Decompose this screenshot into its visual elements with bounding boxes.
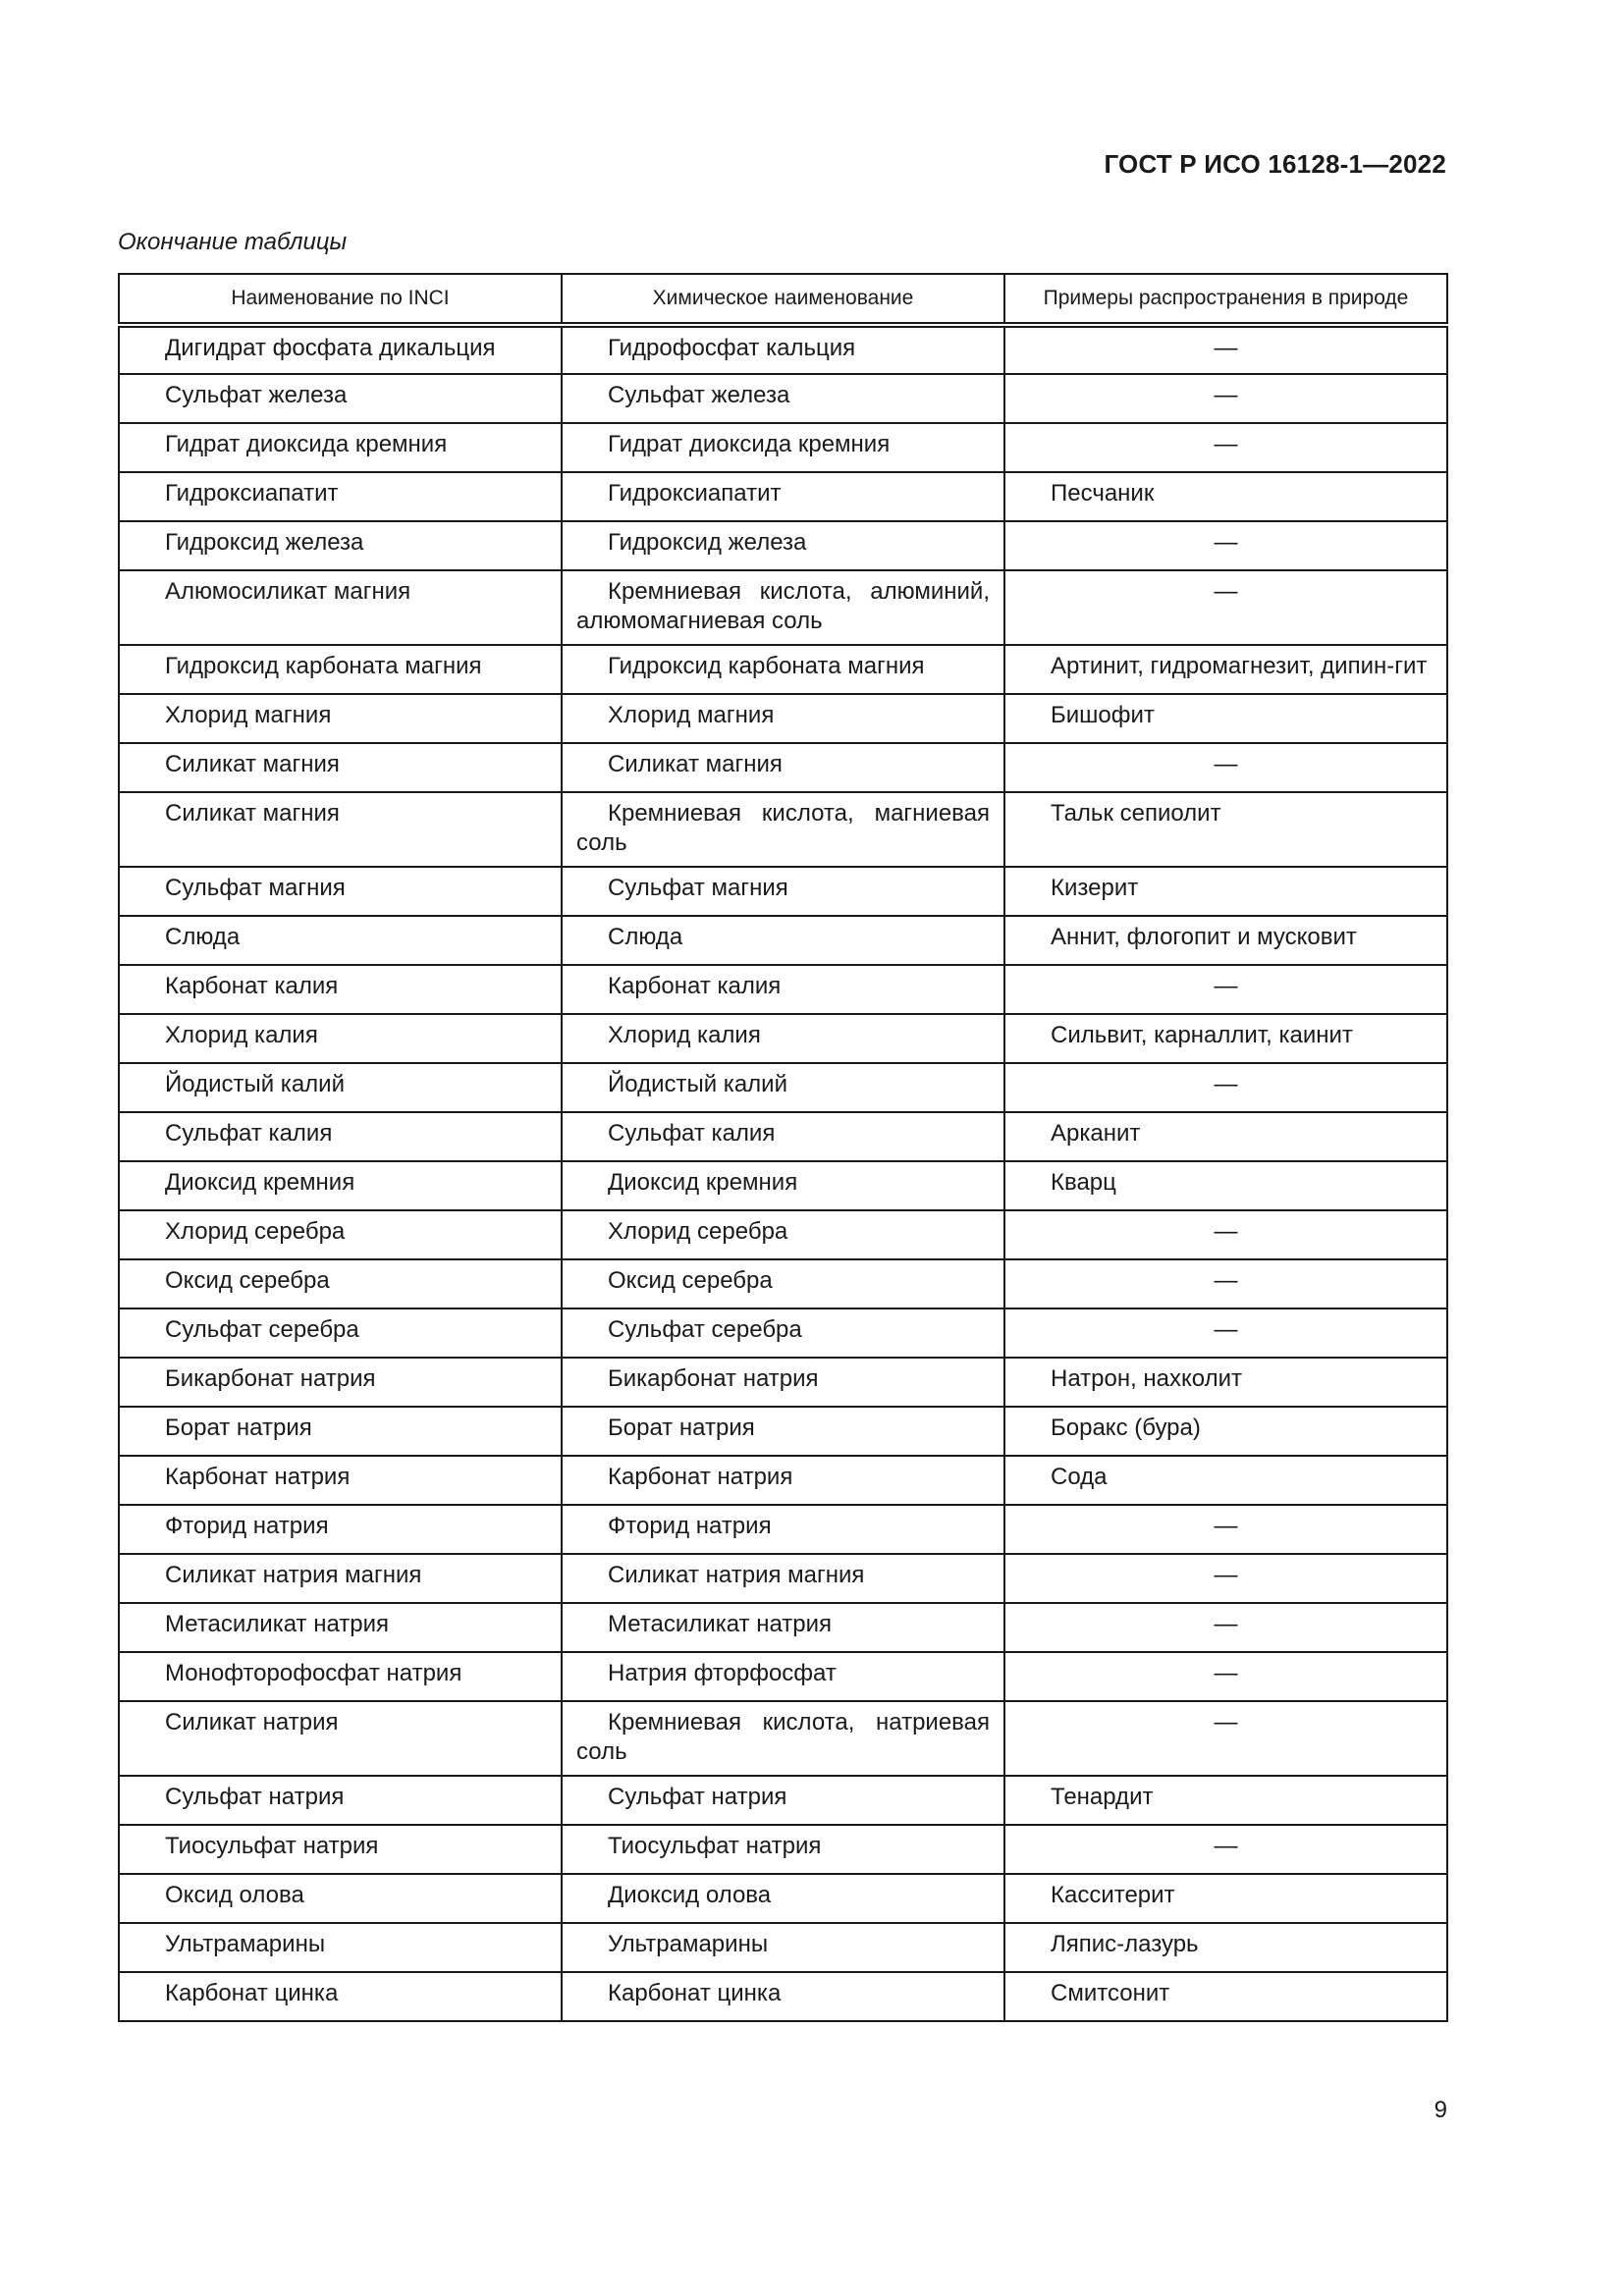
cell-inci-name: Хлорид калия: [119, 1014, 562, 1063]
cell-inci-name: Метасиликат натрия: [119, 1603, 562, 1652]
cell-inci-name: Гидроксид железа: [119, 521, 562, 570]
cell-inci-name: Сульфат железа: [119, 374, 562, 423]
cell-natural-examples: —: [1004, 1603, 1447, 1652]
table-row: [119, 743, 1447, 792]
cell-inci-name: Сульфат магния: [119, 867, 562, 916]
cell-inci-name: Силикат натрия магния: [119, 1554, 562, 1603]
table-row: [119, 1776, 1447, 1825]
cell-chemical-name: Диоксид олова: [562, 1874, 1004, 1923]
table-row: [119, 1603, 1447, 1652]
table-body: [119, 325, 1447, 2021]
table-row: [119, 1972, 1447, 2021]
cell-natural-examples: Песчаник: [1004, 472, 1447, 521]
cell-inci-name: Гидроксид карбоната магния: [119, 645, 562, 694]
cell-natural-examples: —: [1004, 374, 1447, 423]
table-row: [119, 1063, 1447, 1112]
cell-natural-examples: Сильвит, карналлит, каинит: [1004, 1014, 1447, 1063]
cell-chemical-name: Хлорид калия: [562, 1014, 1004, 1063]
table-row: [119, 1505, 1447, 1554]
cell-natural-examples: —: [1004, 1554, 1447, 1603]
cell-natural-examples: Кварц: [1004, 1161, 1447, 1210]
cell-natural-examples: Тальк сепиолит: [1004, 792, 1447, 867]
table-row: [119, 1259, 1447, 1308]
table-header-row: [119, 274, 1447, 325]
cell-natural-examples: —: [1004, 1825, 1447, 1874]
cell-natural-examples: —: [1004, 965, 1447, 1014]
cell-inci-name: Хлорид серебра: [119, 1210, 562, 1259]
table-row: [119, 645, 1447, 694]
cell-natural-examples: Касситерит: [1004, 1874, 1447, 1923]
table-row: [119, 423, 1447, 472]
cell-natural-examples: —: [1004, 423, 1447, 472]
cell-natural-examples: Ляпис-лазурь: [1004, 1923, 1447, 1972]
cell-chemical-name: Гидроксид железа: [562, 521, 1004, 570]
cell-chemical-name: Натрия фторфосфат: [562, 1652, 1004, 1701]
document-code: ГОСТ Р ИСО 16128-1—2022: [1104, 149, 1446, 179]
cell-natural-examples: —: [1004, 1259, 1447, 1308]
cell-chemical-name: Силикат натрия магния: [562, 1554, 1004, 1603]
cell-inci-name: Карбонат калия: [119, 965, 562, 1014]
cell-natural-examples: Арканит: [1004, 1112, 1447, 1161]
cell-chemical-name: Гидроксид карбоната магния: [562, 645, 1004, 694]
page-number: 9: [1434, 2097, 1447, 2123]
cell-chemical-name: Хлорид серебра: [562, 1210, 1004, 1259]
table-row: [119, 1923, 1447, 1972]
cell-inci-name: Дигидрат фосфата дикальция: [119, 325, 562, 374]
cell-chemical-name: Ультрамарины: [562, 1923, 1004, 1972]
cell-natural-examples: —: [1004, 1701, 1447, 1776]
cell-inci-name: Тиосульфат натрия: [119, 1825, 562, 1874]
cell-chemical-name: Кремниевая кислота, алюминий, алюмомагниевая соль: [562, 570, 1004, 645]
table-row: [119, 472, 1447, 521]
table-row: [119, 521, 1447, 570]
cell-inci-name: Силикат магния: [119, 792, 562, 867]
table-row: [119, 1554, 1447, 1603]
cell-natural-examples: —: [1004, 1210, 1447, 1259]
table-row: [119, 916, 1447, 965]
cell-chemical-name: Карбонат натрия: [562, 1456, 1004, 1505]
table-row: [119, 792, 1447, 867]
table-caption: Окончание таблицы: [118, 229, 348, 255]
cell-inci-name: Гидроксиапатит: [119, 472, 562, 521]
table-row: [119, 867, 1447, 916]
cell-natural-examples: Кизерит: [1004, 867, 1447, 916]
cell-inci-name: Силикат натрия: [119, 1701, 562, 1776]
cell-inci-name: Диоксид кремния: [119, 1161, 562, 1210]
cell-inci-name: Оксид олова: [119, 1874, 562, 1923]
cell-chemical-name: Диоксид кремния: [562, 1161, 1004, 1210]
cell-inci-name: Ультрамарины: [119, 1923, 562, 1972]
table-row: [119, 1874, 1447, 1923]
cell-natural-examples: —: [1004, 325, 1447, 374]
table-row: [119, 965, 1447, 1014]
cell-inci-name: Сульфат серебра: [119, 1308, 562, 1358]
table-row: [119, 1014, 1447, 1063]
cell-natural-examples: —: [1004, 1063, 1447, 1112]
cell-chemical-name: Оксид серебра: [562, 1259, 1004, 1308]
minerals-table: [118, 273, 1448, 2022]
cell-natural-examples: Смитсонит: [1004, 1972, 1447, 2021]
cell-chemical-name: Слюда: [562, 916, 1004, 965]
table-row: [119, 1456, 1447, 1505]
table-row: [119, 1825, 1447, 1874]
cell-natural-examples: Бишофит: [1004, 694, 1447, 743]
cell-natural-examples: Боракс (бура): [1004, 1407, 1447, 1456]
cell-inci-name: Сульфат натрия: [119, 1776, 562, 1825]
cell-chemical-name: Гидроксиапатит: [562, 472, 1004, 521]
header-natural-examples: Примеры распространения в природе: [1004, 274, 1447, 325]
table-row: [119, 1407, 1447, 1456]
cell-natural-examples: Аннит, флогопит и мусковит: [1004, 916, 1447, 965]
cell-inci-name: Фторид натрия: [119, 1505, 562, 1554]
cell-chemical-name: Гидрофосфат кальция: [562, 325, 1004, 374]
header-chemical-name: Химическое наименование: [562, 274, 1004, 325]
cell-inci-name: Бикарбонат натрия: [119, 1358, 562, 1407]
cell-natural-examples: —: [1004, 570, 1447, 645]
cell-natural-examples: —: [1004, 1308, 1447, 1358]
cell-inci-name: Силикат магния: [119, 743, 562, 792]
cell-inci-name: Сульфат калия: [119, 1112, 562, 1161]
header-inci-name: Наименование по INCI: [119, 274, 562, 325]
table-row: [119, 1701, 1447, 1776]
cell-natural-examples: —: [1004, 1652, 1447, 1701]
table-row: [119, 1358, 1447, 1407]
cell-chemical-name: Тиосульфат натрия: [562, 1825, 1004, 1874]
cell-chemical-name: Бикарбонат натрия: [562, 1358, 1004, 1407]
cell-chemical-name: Карбонат цинка: [562, 1972, 1004, 2021]
cell-inci-name: Слюда: [119, 916, 562, 965]
cell-inci-name: Йодистый калий: [119, 1063, 562, 1112]
cell-chemical-name: Сульфат калия: [562, 1112, 1004, 1161]
cell-chemical-name: Фторид натрия: [562, 1505, 1004, 1554]
cell-natural-examples: —: [1004, 743, 1447, 792]
table-row: [119, 1210, 1447, 1259]
cell-chemical-name: Сульфат натрия: [562, 1776, 1004, 1825]
cell-inci-name: Хлорид магния: [119, 694, 562, 743]
cell-chemical-name: Силикат магния: [562, 743, 1004, 792]
cell-chemical-name: Хлорид магния: [562, 694, 1004, 743]
table-row: [119, 1308, 1447, 1358]
cell-natural-examples: —: [1004, 1505, 1447, 1554]
cell-inci-name: Монофторофосфат натрия: [119, 1652, 562, 1701]
cell-chemical-name: Карбонат калия: [562, 965, 1004, 1014]
cell-inci-name: Алюмосиликат магния: [119, 570, 562, 645]
cell-chemical-name: Гидрат диоксида кремния: [562, 423, 1004, 472]
table-row: [119, 374, 1447, 423]
table-row: [119, 1161, 1447, 1210]
cell-inci-name: Гидрат диоксида кремния: [119, 423, 562, 472]
cell-chemical-name: Сульфат серебра: [562, 1308, 1004, 1358]
cell-chemical-name: Йодистый калий: [562, 1063, 1004, 1112]
cell-chemical-name: Метасиликат натрия: [562, 1603, 1004, 1652]
table-row: [119, 1652, 1447, 1701]
cell-chemical-name: Сульфат железа: [562, 374, 1004, 423]
cell-inci-name: Борат натрия: [119, 1407, 562, 1456]
cell-chemical-name: Кремниевая кислота, магниевая соль: [562, 792, 1004, 867]
table-row: [119, 570, 1447, 645]
cell-natural-examples: Натрон, нахколит: [1004, 1358, 1447, 1407]
table-row: [119, 1112, 1447, 1161]
cell-natural-examples: Сода: [1004, 1456, 1447, 1505]
table-row: [119, 694, 1447, 743]
cell-inci-name: Карбонат натрия: [119, 1456, 562, 1505]
cell-chemical-name: Борат натрия: [562, 1407, 1004, 1456]
cell-chemical-name: Кремниевая кислота, натриевая соль: [562, 1701, 1004, 1776]
cell-inci-name: Оксид серебра: [119, 1259, 562, 1308]
table-row: [119, 325, 1447, 374]
cell-inci-name: Карбонат цинка: [119, 1972, 562, 2021]
cell-chemical-name: Сульфат магния: [562, 867, 1004, 916]
cell-natural-examples: Тенардит: [1004, 1776, 1447, 1825]
cell-natural-examples: —: [1004, 521, 1447, 570]
cell-natural-examples: Артинит, гидромагнезит, дипин-гит: [1004, 645, 1447, 694]
